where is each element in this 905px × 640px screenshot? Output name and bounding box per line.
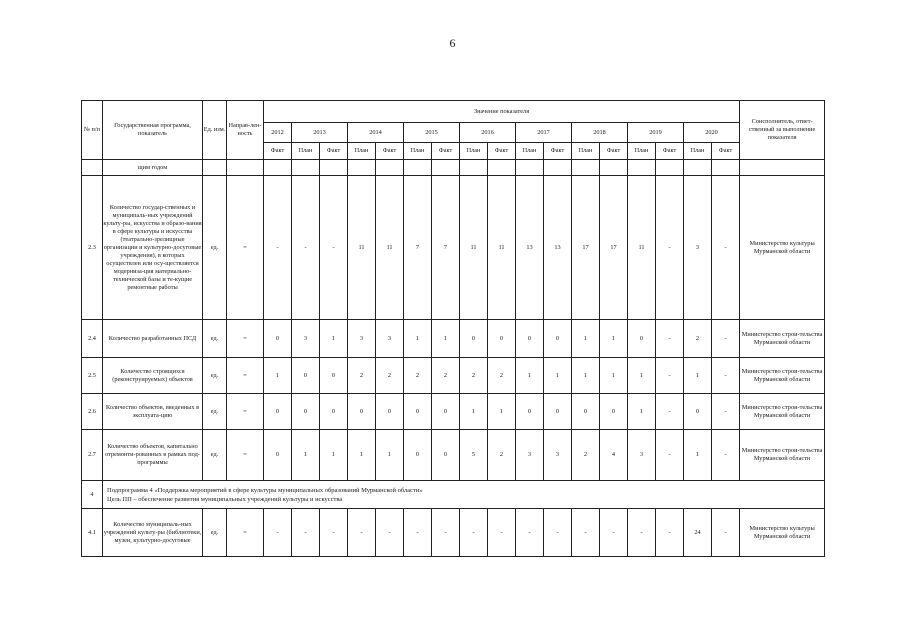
value-cell: 24 [684, 509, 712, 557]
unit-cell: ед. [203, 176, 227, 320]
year-header: 2017 [516, 123, 572, 143]
value-cell: - [488, 509, 516, 557]
value-cell: - [348, 509, 376, 557]
value-cell: 0 [488, 320, 516, 358]
value-cell: 1 [544, 358, 572, 394]
value-cell: 2 [348, 358, 376, 394]
year-header: 2015 [404, 123, 460, 143]
value-cell: 11 [348, 176, 376, 320]
indicator-name: Количество государ-ственных и муниципаль-ных учреждений культу-ры, искусства и образо-вания в сфере культуры и искусства (театрально-зрелищные организации и культурно-досуговые учреждения), в которых осуществлен или осу-ществляется модерниза-ция материально-технической базы и те-кущие ремонтные работы [103, 176, 203, 320]
responsible-cell: Министерство строи-тельства Мурманской области [740, 394, 825, 430]
value-cell: 3 [292, 320, 320, 358]
value-cell: - [320, 509, 348, 557]
value-cell: 0 [544, 320, 572, 358]
table-row [82, 176, 825, 320]
value-cell: 1 [684, 358, 712, 394]
value-cell: 0 [264, 430, 292, 481]
value-cell: 0 [460, 320, 488, 358]
indicator-name: Количество строящихся (реконструируемых) объектов [103, 358, 203, 394]
value-cell: - [600, 509, 628, 557]
value-cell: - [628, 509, 656, 557]
responsible-cell: Министерство культуры Мурманской области [740, 176, 825, 320]
value-cell: 3 [684, 176, 712, 320]
page-number: 6 [449, 36, 456, 50]
value-cell: 1 [600, 320, 628, 358]
value-cell: 1 [516, 358, 544, 394]
value-cell: 0 [320, 394, 348, 430]
value-cell: 2 [572, 430, 600, 481]
plan-header: План [460, 143, 488, 160]
value-cell: 1 [488, 394, 516, 430]
indicator-name: Количество объектов, капитально отремонти-рованных в рамках под-программы [103, 430, 203, 481]
value-cell: 4 [600, 430, 628, 481]
responsible-cell: Министерство строи-тельства Мурманской области [740, 430, 825, 481]
fact-header: Факт [600, 143, 628, 160]
value-cell: 0 [432, 430, 460, 481]
value-cell: 0 [320, 358, 348, 394]
value-cell: 13 [516, 176, 544, 320]
plan-header: План [348, 143, 376, 160]
row-number: 2.7 [82, 430, 103, 481]
fact-header: Факт [264, 143, 292, 160]
fact-header: Факт [656, 143, 684, 160]
fact-header: Факт [320, 143, 348, 160]
year-header: 2018 [572, 123, 628, 143]
plan-header: План [572, 143, 600, 160]
indicators-table [81, 100, 825, 557]
year-header: 2013 [292, 123, 348, 143]
value-cell: 2 [376, 358, 404, 394]
value-cell: 1 [404, 320, 432, 358]
value-cell: 2 [432, 358, 460, 394]
row-number: 2.4 [82, 320, 103, 358]
row-number: 2.5 [82, 358, 103, 394]
value-cell: 2 [488, 358, 516, 394]
value-cell: - [264, 509, 292, 557]
responsible-cell: Министерство строи-тельства Мурманской области [740, 320, 825, 358]
value-cell: 1 [572, 320, 600, 358]
value-cell: 7 [404, 176, 432, 320]
header-unit: Ед. изм. [203, 101, 227, 160]
value-cell: - [656, 430, 684, 481]
value-cell: - [460, 509, 488, 557]
value-cell: 0 [264, 320, 292, 358]
plan-header: План [628, 143, 656, 160]
value-cell: 11 [376, 176, 404, 320]
value-cell: 3 [628, 430, 656, 481]
value-cell: 0 [404, 394, 432, 430]
subprogram-title: Подпрограмма 4 «Поддержка мероприятий в сфере культуры муниципальных образований Мурманской области» [107, 486, 423, 494]
value-cell: 3 [544, 430, 572, 481]
year-header: 2012 [264, 123, 292, 143]
value-cell: 0 [600, 394, 628, 430]
direction-cell: = [227, 430, 264, 481]
value-cell: 1 [320, 320, 348, 358]
value-cell: 1 [292, 430, 320, 481]
header-program: Государственная программа, показатель [103, 101, 203, 160]
value-cell: - [656, 176, 684, 320]
continuation-text: щим годом [103, 160, 203, 176]
value-cell: - [432, 509, 460, 557]
subprogram-goal: Цель ПП – обеспечение развития муниципальных учреждений культуры и искусства [107, 495, 343, 503]
value-cell: 2 [404, 358, 432, 394]
value-cell: 0 [432, 394, 460, 430]
subprogram-row [82, 481, 825, 509]
value-cell: - [264, 176, 292, 320]
unit-cell: ед. [203, 358, 227, 394]
row-number: 2.3 [82, 176, 103, 320]
value-cell: - [712, 320, 740, 358]
value-cell: - [376, 509, 404, 557]
value-cell: 3 [348, 320, 376, 358]
value-cell: - [656, 320, 684, 358]
fact-header: Факт [376, 143, 404, 160]
indicator-name: Количество муниципаль-ных учреждений культу-ры (библиотеки, музеи, культурно-досуговые [103, 509, 203, 557]
plan-header: План [404, 143, 432, 160]
indicator-name: Количество разработанных ПСД [103, 320, 203, 358]
row-number: 4.1 [82, 509, 103, 557]
value-cell: - [516, 509, 544, 557]
value-cell: 0 [348, 394, 376, 430]
table-row [82, 320, 825, 358]
value-cell: 1 [460, 394, 488, 430]
value-cell: 0 [684, 394, 712, 430]
continuation-row [82, 160, 825, 176]
direction-cell: = [227, 320, 264, 358]
subprogram-cell [103, 481, 825, 509]
value-cell: - [292, 176, 320, 320]
direction-cell: = [227, 509, 264, 557]
value-cell: - [544, 509, 572, 557]
value-cell: - [712, 430, 740, 481]
value-cell: 0 [516, 394, 544, 430]
plan-header: План [516, 143, 544, 160]
value-cell: 1 [320, 430, 348, 481]
direction-cell: = [227, 358, 264, 394]
table-row [82, 430, 825, 481]
direction-cell: = [227, 176, 264, 320]
value-cell: 17 [572, 176, 600, 320]
plan-header: План [292, 143, 320, 160]
table-row [82, 358, 825, 394]
value-cell: - [404, 509, 432, 557]
value-cell: 2 [488, 430, 516, 481]
value-cell: 2 [684, 320, 712, 358]
value-cell: 0 [404, 430, 432, 481]
year-header: 2019 [628, 123, 684, 143]
year-header: 2016 [460, 123, 516, 143]
responsible-cell: Министерство культуры Мурманской области [740, 509, 825, 557]
value-cell: - [292, 509, 320, 557]
value-cell: 0 [544, 394, 572, 430]
value-cell: 11 [460, 176, 488, 320]
table-row [82, 394, 825, 430]
subprogram-number: 4 [82, 481, 103, 509]
plan-header: План [684, 143, 712, 160]
value-cell: 7 [432, 176, 460, 320]
value-cell: 11 [628, 176, 656, 320]
value-cell: 0 [628, 320, 656, 358]
year-header: 2020 [684, 123, 740, 143]
value-cell: 3 [376, 320, 404, 358]
value-cell: 0 [292, 394, 320, 430]
value-cell: 1 [264, 358, 292, 394]
value-cell: - [712, 394, 740, 430]
unit-cell: ед. [203, 430, 227, 481]
value-cell: - [712, 176, 740, 320]
responsible-cell: Министерство строи-тельства Мурманской области [740, 358, 825, 394]
value-cell: 1 [628, 394, 656, 430]
year-header: 2014 [348, 123, 404, 143]
fact-header: Факт [488, 143, 516, 160]
unit-cell: ед. [203, 320, 227, 358]
value-cell: 0 [572, 394, 600, 430]
direction-cell: = [227, 394, 264, 430]
row-number: 2.6 [82, 394, 103, 430]
value-cell: - [320, 176, 348, 320]
value-cell: 13 [544, 176, 572, 320]
table-row [82, 509, 825, 557]
unit-cell: ед. [203, 509, 227, 557]
value-cell: - [656, 358, 684, 394]
fact-header: Факт [544, 143, 572, 160]
header-responsible: Соисполнитель, ответ-ственный за выполнение показателя [740, 101, 825, 160]
value-cell: 17 [600, 176, 628, 320]
value-cell: - [656, 509, 684, 557]
header-value: Значение показателя [264, 101, 740, 123]
value-cell: 1 [348, 430, 376, 481]
value-cell: 0 [516, 320, 544, 358]
value-cell: 1 [684, 430, 712, 481]
value-cell: - [572, 509, 600, 557]
header-direction: Направ-лен-ность [227, 101, 264, 160]
value-cell: 1 [600, 358, 628, 394]
header-num: № п/п [82, 101, 103, 160]
fact-header: Факт [432, 143, 460, 160]
unit-cell: ед. [203, 394, 227, 430]
value-cell: - [712, 358, 740, 394]
fact-header: Факт [712, 143, 740, 160]
value-cell: 3 [516, 430, 544, 481]
value-cell: 1 [628, 358, 656, 394]
value-cell: 0 [292, 358, 320, 394]
value-cell: 0 [376, 394, 404, 430]
value-cell: 11 [488, 176, 516, 320]
value-cell: 0 [264, 394, 292, 430]
value-cell: 5 [460, 430, 488, 481]
value-cell: 1 [432, 320, 460, 358]
value-cell: - [656, 394, 684, 430]
value-cell: 1 [572, 358, 600, 394]
value-cell: 1 [376, 430, 404, 481]
value-cell: 2 [460, 358, 488, 394]
value-cell: - [712, 509, 740, 557]
indicator-name: Количество объектов, введенных в эксплуата-цию [103, 394, 203, 430]
